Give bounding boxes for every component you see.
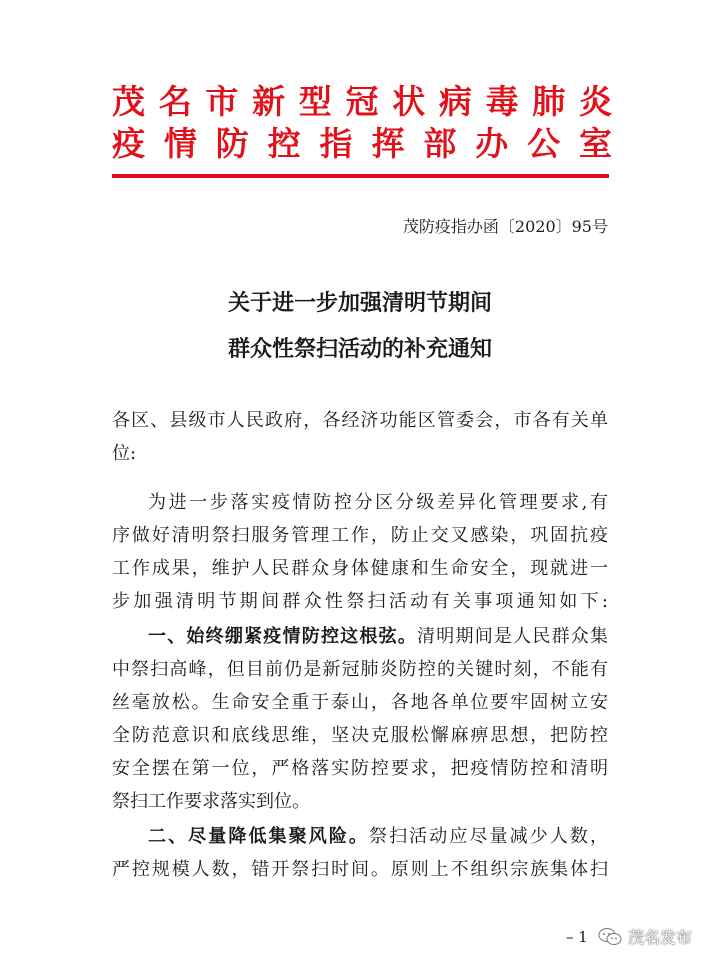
text-line: 位:: [112, 443, 137, 464]
text-line: 全防范意识和底线思维，坚决克服松懈麻痹思想，把防控: [112, 725, 608, 746]
section-1-paragraph: [112, 620, 608, 818]
document-number: 茂防疫指办函〔2020〕95号: [402, 217, 608, 236]
text-line: 步加强清明节期间群众性祭扫活动有关事项通知如下:: [112, 591, 608, 612]
section-2-text: 祭扫活动应尽量减少人数，: [369, 826, 608, 847]
wechat-icon: [598, 927, 622, 947]
section-1-text: 清明期间是人民群众集: [417, 626, 609, 647]
section-2-heading: 二、尽量降低集聚风险。: [148, 826, 369, 847]
intro-paragraph: [112, 486, 608, 618]
text-line: 丝毫放松。生命安全重于泰山，各地各单位要牢固树立安: [112, 692, 608, 713]
text-line: 工作成果，维护人民群众身体健康和生命安全，现就进一: [112, 558, 608, 579]
text-line: 各区、县级市人民政府，各经济功能区管委会，市各有关单: [112, 410, 608, 431]
text-line: 严控规模人数，错开祭扫时间。原则上不组织宗族集体扫: [112, 859, 608, 880]
section-2-paragraph: [112, 820, 608, 886]
text-line: [112, 820, 608, 853]
issuer-title-line-1: 茂名市新型冠状病毒肺炎: [112, 82, 612, 121]
text-line: 中祭扫高峰，但目前仍是新冠肺炎防控的关键时刻，不能有: [112, 659, 608, 680]
text-line: 为进一步落实疫情防控分区分级差异化管理要求,有: [148, 492, 608, 513]
text-line: [112, 620, 608, 653]
watermark-text: 茂名发布: [628, 928, 693, 947]
notice-title-line-2: 群众性祭扫活动的补充通知: [227, 336, 492, 362]
text-line: 序做好清明祭扫服务管理工作，防止交叉感染，巩固抗疫: [112, 525, 608, 546]
section-1-heading: 一、始终绷紧疫情防控这根弦。: [148, 626, 418, 647]
watermark: [598, 925, 692, 948]
addressee-paragraph: [112, 404, 608, 470]
page-number: – 1: [566, 928, 588, 946]
text-line: 安全摆在第一位，严格落实防控要求，把疫情防控和清明: [112, 758, 608, 779]
red-divider-line: [112, 174, 609, 178]
notice-title-line-1: 关于进一步加强清明节期间: [227, 290, 492, 316]
issuer-title-line-2: 疫情防控指挥部办公室: [112, 124, 612, 163]
text-line: 祭扫工作要求落实到位。: [112, 791, 310, 812]
